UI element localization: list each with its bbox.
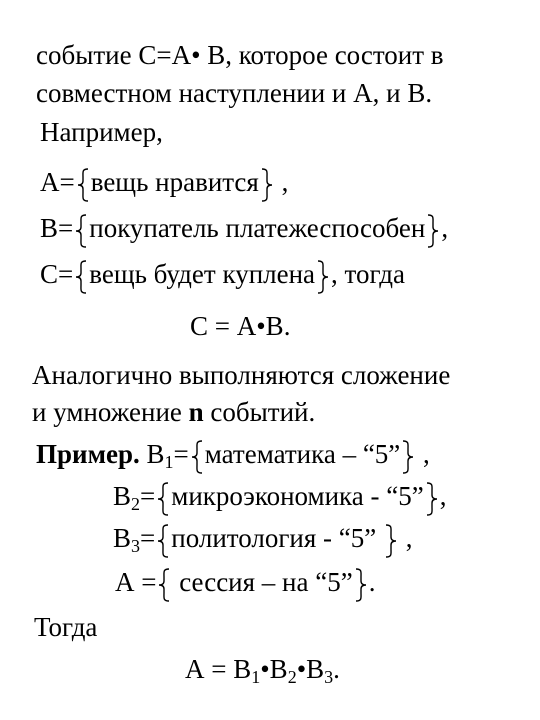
left-brace-icon xyxy=(190,440,204,474)
final-dot-2: •В xyxy=(296,654,325,684)
b1-sub: 1 xyxy=(164,452,174,472)
left-brace-icon xyxy=(156,524,170,558)
analogy-n: n xyxy=(188,397,204,427)
text-line-1: событие С=А• В, которое состоит в xyxy=(36,40,444,70)
event-a-tail: , xyxy=(274,167,289,197)
event-a-session-definition xyxy=(115,565,375,602)
text-line-2: совместном наступлении и А, и В. xyxy=(36,78,433,108)
final-sub-1: 1 xyxy=(251,667,261,687)
b3-text: политология - “5” xyxy=(171,523,383,553)
event-a-definition xyxy=(40,165,288,202)
final-end: . xyxy=(333,654,340,684)
right-brace-icon xyxy=(354,568,368,602)
event-c-definition xyxy=(40,257,405,294)
left-brace-icon xyxy=(74,214,88,248)
event-c-tail: , тогда xyxy=(331,259,405,289)
final-dot-1: •В xyxy=(260,654,288,684)
b3-var: В xyxy=(113,523,132,553)
right-brace-icon xyxy=(260,168,274,202)
example-label: Пример. xyxy=(36,439,140,469)
b2-eq: = xyxy=(140,481,156,511)
formula-c-equals-ab: С = А•В. xyxy=(190,311,291,341)
event-b1-definition xyxy=(36,437,430,474)
final-a: А = В xyxy=(185,654,252,684)
right-brace-icon xyxy=(316,260,330,294)
left-brace-icon xyxy=(74,260,88,294)
event-b-label: В= xyxy=(40,213,74,243)
text-line-example-intro: Например, xyxy=(40,117,163,147)
b2-text: микроэкономика - “5” xyxy=(171,481,424,511)
b1-text: математика – “5” xyxy=(204,439,401,469)
right-brace-icon xyxy=(384,524,398,558)
event-b3-definition xyxy=(113,521,412,558)
event-a-text: вещь нравится xyxy=(90,167,259,197)
event-b-definition xyxy=(40,211,448,248)
b2-tail: , xyxy=(439,481,447,511)
formula-a-product xyxy=(185,652,340,686)
b1-eq: = xyxy=(173,439,189,469)
b2-var: В xyxy=(113,481,132,511)
left-brace-icon xyxy=(157,568,171,602)
event-a-label: А= xyxy=(40,167,75,197)
analogy-text-a: и умножение xyxy=(32,397,189,427)
a2-label: А = xyxy=(115,567,157,597)
event-b-tail: , xyxy=(441,213,449,243)
event-c-text: вещь будет куплена xyxy=(89,259,316,289)
text-line-then: Тогда xyxy=(34,612,98,642)
event-b-text: покупатель платежеспособен xyxy=(89,213,426,243)
right-brace-icon xyxy=(425,482,439,516)
left-brace-icon xyxy=(156,482,170,516)
event-b2-definition xyxy=(113,479,446,516)
right-brace-icon xyxy=(401,440,415,474)
analogy-text-b: событий. xyxy=(203,397,316,427)
b3-sub: 3 xyxy=(131,536,141,556)
a2-text: сессия – на “5” xyxy=(172,567,353,597)
b1-var: В xyxy=(139,439,165,469)
left-brace-icon xyxy=(76,168,90,202)
event-c-label: С= xyxy=(40,259,74,289)
b2-sub: 2 xyxy=(131,494,141,514)
final-sub-3: 3 xyxy=(324,667,334,687)
b3-tail: , xyxy=(398,523,413,553)
a2-tail: . xyxy=(368,567,376,597)
final-sub-2: 2 xyxy=(287,667,297,687)
b3-eq: = xyxy=(140,523,156,553)
text-line-analogy-2 xyxy=(32,395,315,429)
text-line-analogy-1: Аналогично выполняются сложение xyxy=(32,360,451,390)
right-brace-icon xyxy=(426,214,440,248)
b1-tail: , xyxy=(416,439,430,469)
